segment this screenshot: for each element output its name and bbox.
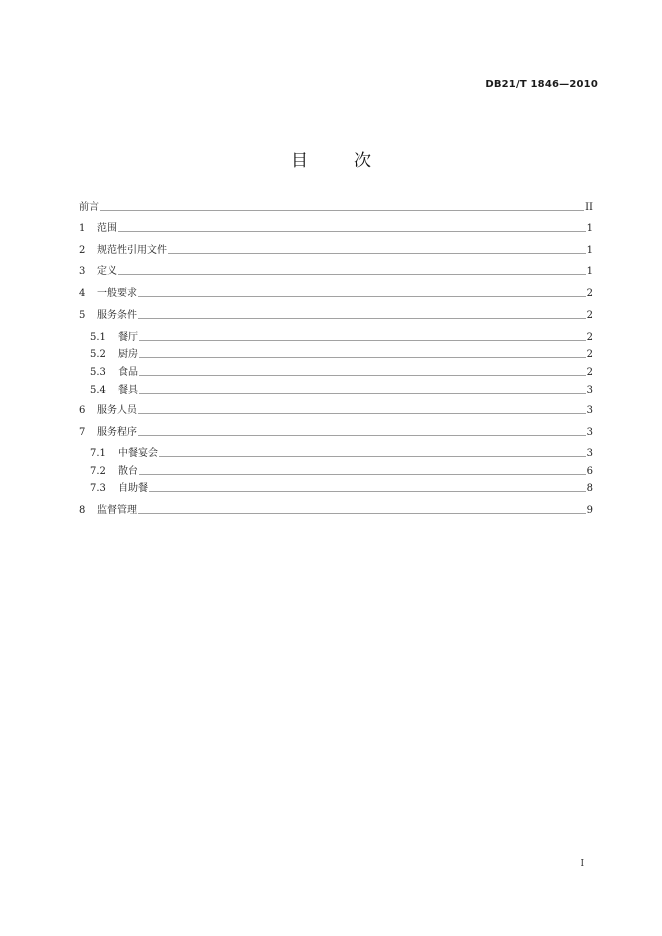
toc-entry-7-1[interactable] (90, 446, 593, 460)
toc-entry-page: 2 (586, 367, 593, 378)
dot-leader (139, 393, 586, 394)
toc-entry-label: 服务程序 (97, 427, 137, 438)
toc-entry-number: 5.3 (90, 367, 106, 378)
dot-leader (139, 340, 586, 341)
toc-entry-label: 范围 (97, 223, 117, 234)
toc-entry-label: 监督管理 (97, 505, 137, 516)
toc-entry-5-2[interactable] (90, 347, 593, 361)
toc-entry-label: 餐厅 (118, 332, 138, 343)
toc-entry-5[interactable] (79, 308, 593, 322)
toc-entry-number: 6 (79, 405, 86, 416)
toc-entry-label: 自助餐 (118, 483, 148, 494)
toc-entry-number: 4 (79, 288, 86, 299)
toc-entry-7[interactable] (79, 425, 593, 439)
toc-entry-label: 散台 (118, 466, 138, 477)
dot-leader (138, 513, 586, 514)
toc-entry-page: 1 (586, 266, 593, 277)
toc-entry-page: 1 (586, 223, 593, 234)
toc-entry-3[interactable] (79, 264, 593, 278)
toc-entry-label: 规范性引用文件 (97, 245, 167, 256)
toc-entry-label: 餐具 (118, 385, 138, 396)
toc-entry-1[interactable] (79, 221, 593, 235)
toc-entry-number: 7.3 (90, 483, 106, 494)
dot-leader (159, 456, 586, 457)
toc-entry-label: 厨房 (118, 349, 138, 360)
toc-entry-label: 服务条件 (97, 310, 137, 321)
toc-entry-page: 2 (586, 288, 593, 299)
toc-entry-label: 前言 (79, 202, 99, 213)
page-title (0, 146, 662, 171)
dot-leader (138, 318, 586, 319)
toc-entry-5-4[interactable] (90, 383, 593, 397)
toc-entry-page: 6 (586, 466, 593, 477)
dot-leader (118, 231, 586, 232)
toc-entry-number: 8 (79, 505, 86, 516)
toc-entry-number: 7.2 (90, 466, 106, 477)
title-char-1: 目 (291, 151, 308, 171)
toc-entry-7-2[interactable] (90, 464, 593, 478)
toc-entry-4[interactable] (79, 286, 593, 300)
toc-entry-label: 定义 (97, 266, 117, 277)
toc-entry-6[interactable] (79, 403, 593, 417)
toc-entry-page: II (585, 202, 593, 213)
toc-entry-8[interactable] (79, 503, 593, 517)
toc-entry-label: 食品 (118, 367, 138, 378)
toc-entry-page: 3 (586, 405, 593, 416)
page-number: I (580, 859, 584, 869)
toc-entry-label: 一般要求 (97, 288, 137, 299)
toc-entry-number: 5.2 (90, 349, 106, 360)
toc-entry-page: 2 (586, 349, 593, 360)
toc-entry-number: 2 (79, 245, 86, 256)
toc-entry-label: 中餐宴会 (118, 448, 158, 459)
toc-entry-page: 8 (586, 483, 593, 494)
toc-entry-page: 1 (586, 245, 593, 256)
dot-leader (139, 357, 586, 358)
toc-entry-page: 3 (586, 427, 593, 438)
toc-entry-page: 3 (586, 385, 593, 396)
dot-leader (100, 210, 584, 211)
dot-leader (138, 435, 586, 436)
toc-entry-number: 3 (79, 266, 86, 277)
toc-entry-label: 服务人员 (97, 405, 137, 416)
toc-entry-page: 2 (586, 332, 593, 343)
toc-entry-page: 2 (586, 310, 593, 321)
title-char-2: 次 (354, 151, 371, 171)
standard-code: DB21/T 1846—2010 (485, 79, 598, 90)
toc-entry-5-1[interactable] (90, 330, 593, 344)
toc-entry-number: 7 (79, 427, 86, 438)
toc-entry-number: 5.4 (90, 385, 106, 396)
toc-entry-number: 5.1 (90, 332, 106, 343)
toc-entry-5-3[interactable] (90, 365, 593, 379)
dot-leader (168, 253, 586, 254)
dot-leader (118, 274, 586, 275)
toc-entry-page: 9 (586, 505, 593, 516)
toc-entry-7-3[interactable] (90, 481, 593, 495)
dot-leader (138, 413, 586, 414)
dot-leader (139, 375, 586, 376)
toc-entry-page: 3 (586, 448, 593, 459)
dot-leader (138, 296, 586, 297)
toc-entry-number: 7.1 (90, 448, 106, 459)
dot-leader (139, 474, 586, 475)
toc-entry-foreword[interactable] (79, 200, 593, 214)
dot-leader (149, 491, 586, 492)
toc-entry-number: 5 (79, 310, 86, 321)
toc-entry-number: 1 (79, 223, 86, 234)
toc-entry-2[interactable] (79, 243, 593, 257)
